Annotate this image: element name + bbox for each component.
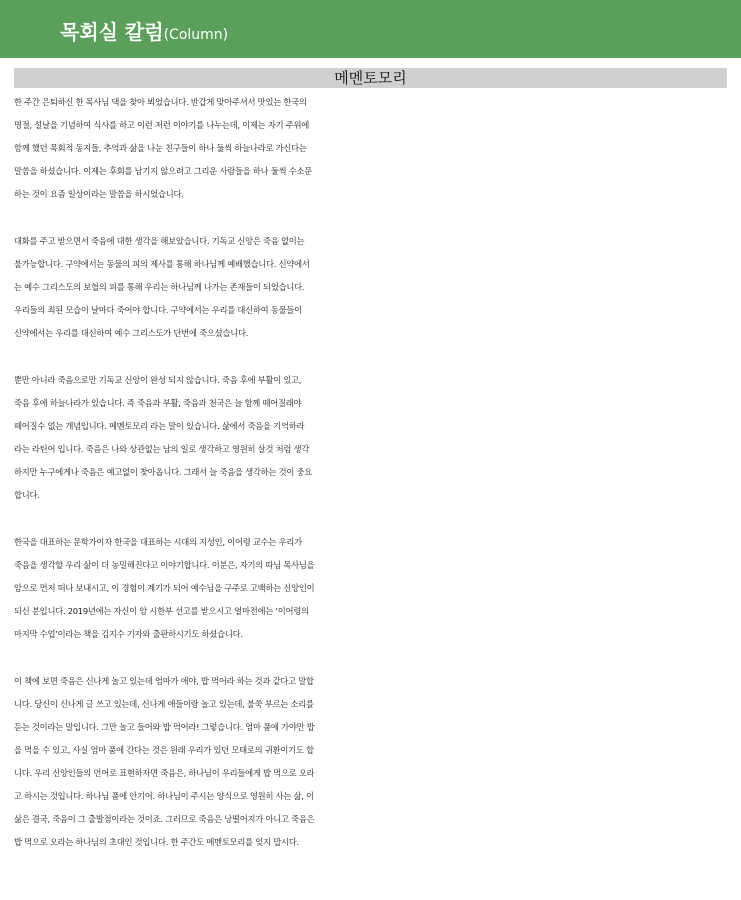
text-line: 는 예수 그리스도의 보혈의 피를 통해 우리는 하나님께 나가는 존재들이 되었습니다. xyxy=(14,282,305,292)
text-line: 을 먹을 수 있고, 사실 엄마 품에 간다는 것은 원래 우리가 있던 모태로의 귀환이기도 합 xyxy=(14,745,314,755)
text-line: 라는 라틴어 입니다. 죽음은 나와 상관없는 남의 일로 생각하고 영원히 살것 처럼 생각 xyxy=(14,444,310,454)
text-line: 죽음 후에 하늘나라가 있습니다. 즉 죽음과 부활, 죽음과 천국은 늘 함께 떼어질래야 xyxy=(14,398,302,408)
text-line: 삶은 결국, 죽음이 그 출발점이라는 것이죠. 그러므로 죽음은 낭떨어지가 아니고 죽음은 xyxy=(14,814,315,824)
text-line: 말씀을 하셨습니다. 이제는 후회를 남기지 않으려고 그리운 사람들을 하나 둘씩 수소문 xyxy=(14,166,313,176)
paragraph xyxy=(14,369,730,507)
column-title xyxy=(60,22,228,42)
text-line: 암으로 먼저 떠나 보내시고, 이 경험이 계기가 되어 예수님을 구주로 고백하는 신앙인이 xyxy=(14,583,315,593)
text-line: 마지막 수업’이라는 책을 김지수 기자와 출판하시기도 하셨습니다. xyxy=(14,629,243,639)
text-line: 명절, 설날을 기념하여 식사를 하고 이런 저런 이야기를 나누는데, 이제는 자기 주위에 xyxy=(14,120,310,130)
text-line: 함께 했던 목회적 동지들, 추억과 삶을 나눈 친구들이 하나 둘씩 하늘나라로 가신다는 xyxy=(14,143,307,153)
text-line: 죽음을 생각할 우리 삶이 더 농밀해진다고 이야기합니다. 이분은, 자기의 따님 목사님을 xyxy=(14,560,315,570)
text-line: 신약에서는 우리를 대신하여 예수 그리스도가 단번에 죽으셨습니다. xyxy=(14,328,249,338)
paragraph xyxy=(14,91,730,206)
text-line: 떼어질수 없는 개념입니다. 메멘토모리 라는 말이 있습니다. 삶에서 죽음을 기억하라 xyxy=(14,421,305,431)
text-line: 듣는 것이라는 말입니다. 그만 놀고 들어와 밥 먹어라! 그렇습니다. 엄마 품에 가야만 밥 xyxy=(14,722,315,732)
text-line: 밥 먹으로 오라는 하나님의 초대인 것입니다. 한 주간도 메멘토모리를 잊지 맙시다. xyxy=(14,837,299,847)
paragraph-gap xyxy=(14,507,730,531)
text-line: 니다. 당신이 신나게 글 쓰고 있는데, 신나게 애들이랑 놀고 있는데, 불쑥 부르는 소리를 xyxy=(14,699,314,709)
text-line: 하는 것이 요즘 일상이라는 말씀을 하시었습니다. xyxy=(14,189,184,199)
text-line: 되신 분입니다. 2019년에는 자신이 암 시한부 선고를 받으시고 얼마전에는 ‘이어령의 xyxy=(14,606,309,616)
paragraph-gap xyxy=(14,345,730,369)
paragraph-gap xyxy=(14,206,730,230)
paragraph xyxy=(14,230,730,345)
text-line: 합니다. xyxy=(14,490,40,500)
text-line: 한국을 대표하는 문학가이자 한국을 대표하는 시대의 지성인, 이어령 교수는 우리가 xyxy=(14,537,302,547)
text-line: 한 주간 은퇴하신 한 목사님 댁을 찾아 뵈었습니다. 반갑게 맞아주셔서 맛있는 한국의 xyxy=(14,97,307,107)
paragraph xyxy=(14,670,730,854)
article-body xyxy=(14,91,730,854)
text-line: 이 책에 보면 죽음은 신나게 놀고 있는데 엄마가 애야, 밥 먹어라 하는 것과 같다고 말합 xyxy=(14,676,314,686)
paragraph xyxy=(14,531,730,646)
text-line: 니다. 우리 신앙인들의 언어로 표현하자면 죽음은, 하나님이 우리들에게 밥 먹으로 오라 xyxy=(14,768,315,778)
text-line: 불가능합니다. 구약에서는 동물의 피의 제사를 통해 하나님께 예배했습니다. 신약에서 xyxy=(14,259,310,269)
paragraph-gap xyxy=(14,646,730,670)
header-bar xyxy=(0,0,741,58)
article-subtitle: 메멘토모리 xyxy=(14,68,727,88)
column-title-suffix: (Column) xyxy=(163,27,229,43)
text-line: 우리들의 죄된 모습이 날마다 죽어야 합니다. 구약에서는 우리를 대신하여 동물들이 xyxy=(14,305,302,315)
text-line: 하지만 누구에게나 죽음은 예고없이 찾아옵니다. 그래서 늘 죽음을 생각하는 것이 중요 xyxy=(14,467,313,477)
text-line: 고 하시는 것입니다. 하나님 품에 안기어. 하나님이 주시는 양식으로 영원히 사는 삶, 이 xyxy=(14,791,314,801)
text-line: 뿐만 아니라 죽음으로만 기독교 신앙이 완성 되지 않습니다. 죽음 후에 부활이 있고, xyxy=(14,375,302,385)
text-line: 대화를 주고 받으면서 죽음에 대한 생각을 해보았습니다. 기독교 신앙은 죽음 없이는 xyxy=(14,236,305,246)
column-title-main: 목회실 칼럼 xyxy=(60,20,164,44)
